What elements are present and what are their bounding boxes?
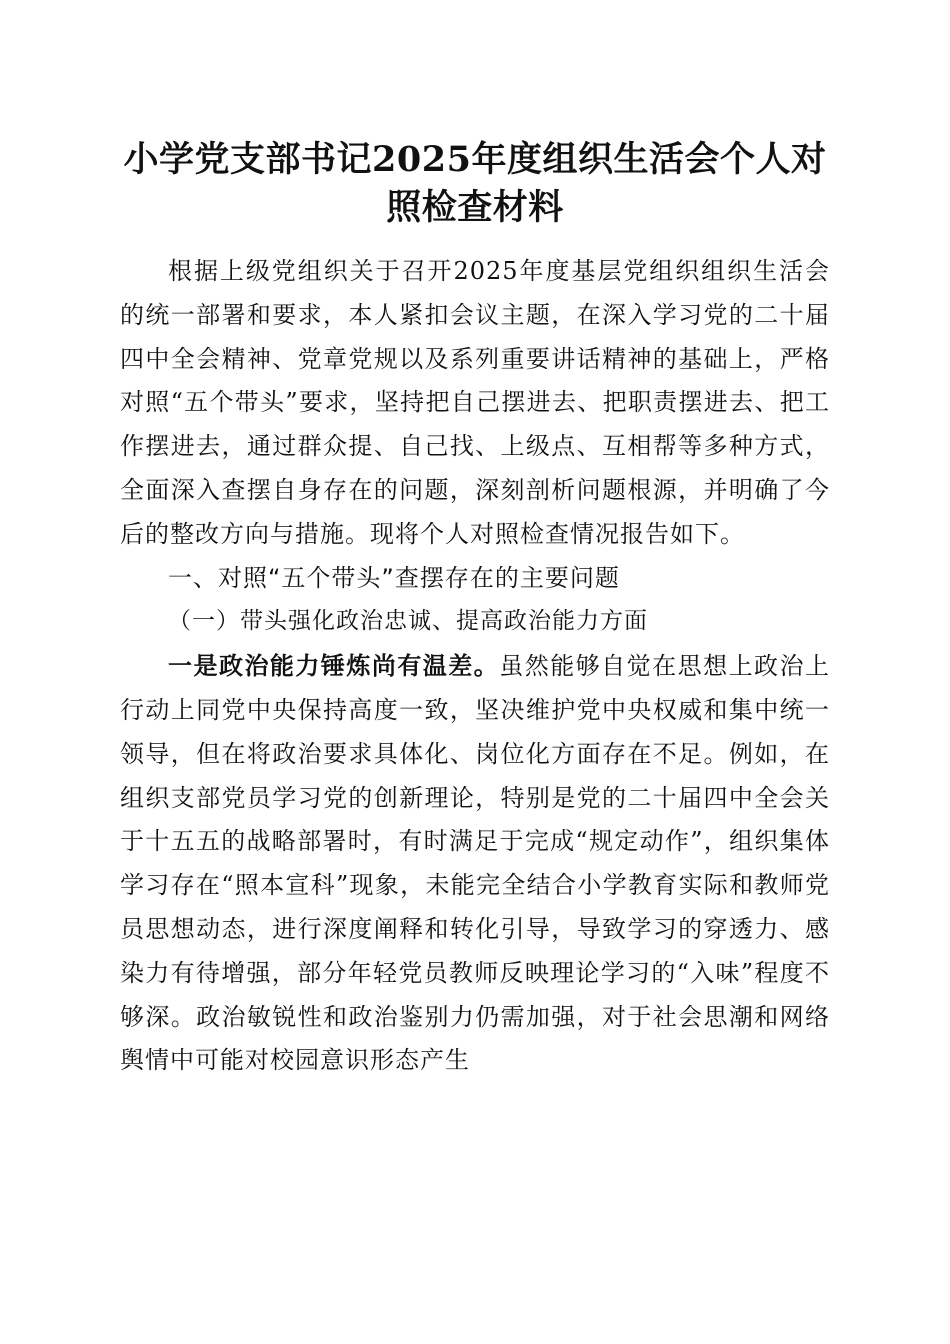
- document-body: [120, 250, 830, 1083]
- point-paragraph: [120, 644, 830, 1083]
- intro-paragraph: 根据上级党组织关于召开2025年度基层党组织组织生活会的统一部署和要求，本人紧扣会议主题，在深入学习党的二十届四中全会精神、党章党规以及系列重要讲话精神的基础上，严格对照“五个带头”要求，坚持把自己摆进去、把职责摆进去、把工作摆进去，通过群众提、自己找、上级点、互相帮等多种方式，全面深入查摆自身存在的问题，深刻剖析问题根源，并明确了今后的整改方向与措施。现将个人对照检查情况报告如下。: [120, 257, 830, 548]
- point-body: 虽然能够自觉在思想上政治上行动上同党中央保持高度一致，坚决维护党中央权威和集中统一领导，但在将政治要求具体化、岗位化方面存在不足。例如，在组织支部党员学习党的创新理论，特别是党的二十届四中全会关于十五五的战略部署时，有时满足于完成“规定动作”，组织集体学习存在“照本宣科”现象，未能完全结合小学教育实际和教师党员思想动态，进行深度阐释和转化引导，导致学习的穿透力、感染力有待增强，部分年轻党员教师反映理论学习的“入味”程度不够深。政治敏锐性和政治鉴别力仍需加强，对于社会思潮和网络舆情中可能对校园意识形态产生: [120, 652, 831, 1075]
- document-title: [95, 136, 855, 232]
- point-lead: 一是政治能力锤炼尚有温差。: [168, 651, 500, 681]
- title-line-1: 小学党支部书记2025年度组织生活会个人对: [123, 139, 827, 180]
- section-heading: 一、对照“五个带头”查摆存在的主要问题: [168, 563, 620, 592]
- subsection-heading: （一）带头强化政治忠诚、提高政治能力方面: [168, 608, 648, 635]
- title-line-2: 照检查材料: [386, 187, 564, 228]
